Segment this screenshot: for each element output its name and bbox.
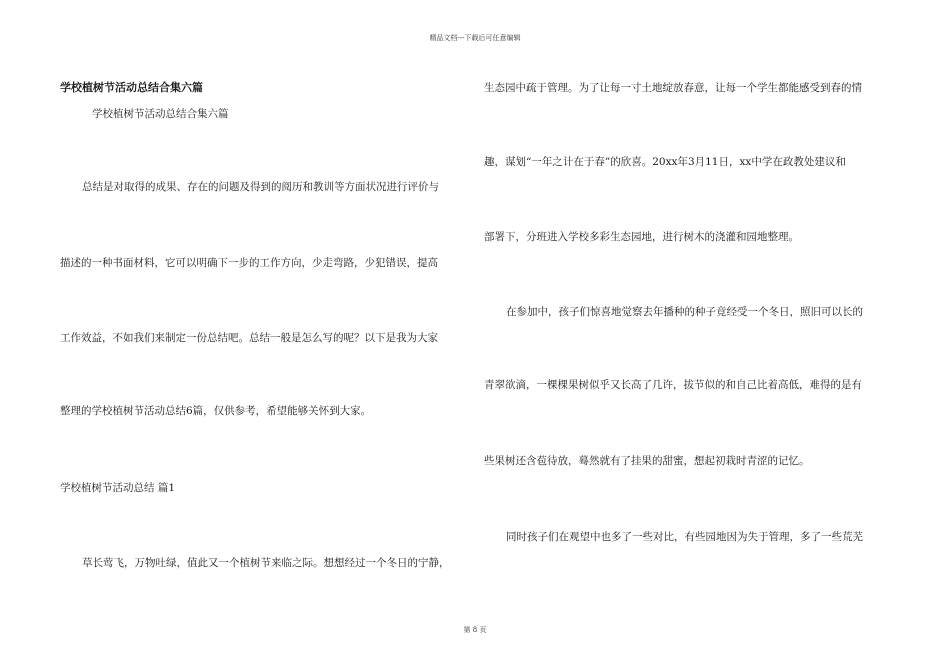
header-note: 精品文档---下载后可任意编辑 bbox=[429, 34, 521, 42]
paragraph-line: 工作效益，不如我们来制定一份总结吧。总结一般是怎么写的呢？以下是我为大家 bbox=[60, 332, 438, 344]
page-number: 第 8 页 bbox=[463, 626, 487, 634]
paragraph-line: 部署下，分班进入学校多彩生态园地，进行树木的浇灌和园地整理。 bbox=[484, 231, 799, 243]
paragraph-line: 青翠欲滴，一棵棵果树似乎又长高了几许，拔节似的和自己比着高低，难得的是有 bbox=[484, 379, 862, 391]
document-subtitle: 学校植树节活动总结合集六篇 bbox=[92, 108, 229, 120]
paragraph-line: 些果树还含苞待放，蓦然就有了挂果的甜蜜，想起初栽时青涩的记忆。 bbox=[484, 455, 810, 467]
paragraph-line: 在参加中，孩子们惊喜地觉察去年播种的种子竟经受一个冬日，照旧可以长的 bbox=[506, 306, 863, 318]
section-heading: 学校植树节活动总结 篇1 bbox=[60, 482, 176, 494]
paragraph-line: 趣，谋划“一年之计在于春”的欣喜。20xx年3月11日，xx中学在政教处建议和 bbox=[484, 156, 846, 168]
paragraph-line: 生态园中疏于管理。为了让每一寸土地绽放春意，让每一个学生都能感受到春的情 bbox=[484, 82, 862, 94]
document-title: 学校植树节活动总结合集六篇 bbox=[60, 81, 203, 94]
paragraph-line: 草长莺飞，万物吐绿，值此又一个植树节来临之际。想想经过一个冬日的宁静， bbox=[82, 557, 450, 569]
paragraph-line: 同时孩子们在观望中也多了一些对比，有些园地因为失于管理，多了一些荒芜 bbox=[506, 531, 863, 543]
paragraph-line: 总结是对取得的成果、存在的问题及得到的阅历和教训等方面状况进行评价与 bbox=[82, 181, 439, 193]
paragraph-line: 整理的学校植树节活动总结6篇，仅供参考，希望能够关怀到大家。 bbox=[60, 405, 372, 417]
paragraph-line: 描述的一种书面材料，它可以明确下一步的工作方向，少走弯路，少犯错误，提高 bbox=[60, 257, 438, 269]
